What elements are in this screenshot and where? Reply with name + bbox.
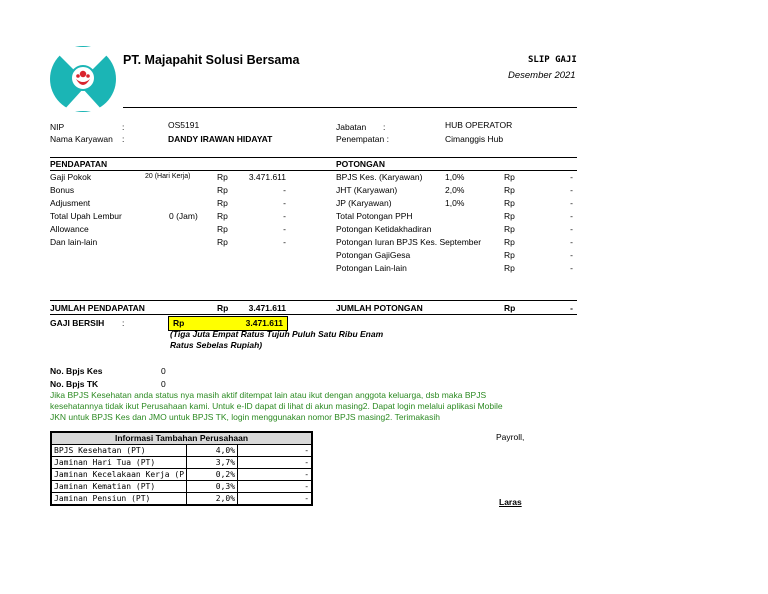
amount: - — [570, 211, 573, 221]
table-row — [51, 457, 312, 469]
bpjs-kes-label: No. Bpjs Kes — [50, 366, 103, 376]
currency: Rp — [504, 237, 515, 247]
name-separator: : — [122, 134, 125, 144]
table-cell-pct: 0,2% — [187, 469, 238, 481]
list-item: Allowance — [50, 224, 89, 234]
total-pendapatan-currency: Rp — [217, 303, 229, 313]
nip-separator: : — [122, 122, 125, 132]
bpjs-note-line-1: Jika BPJS Kesehatan anda status nya masih aktif ditempat lain atau ikut dengan anggota keluarga, dsb maka BPJS — [50, 390, 487, 400]
table-cell-pct: 0,3% — [187, 481, 238, 493]
amount: - — [283, 198, 286, 208]
amount: - — [283, 237, 286, 247]
amount: 3.471.611 — [248, 172, 286, 182]
nip-label: NIP — [50, 122, 65, 132]
list-item: Total Potongan PPH — [336, 211, 413, 221]
totals-bottom-line — [50, 314, 577, 315]
table-cell-value: - — [238, 481, 313, 493]
total-potongan-value: - — [570, 303, 573, 313]
table-cell-label: BPJS Kesehatan (PT) — [51, 445, 187, 457]
header-divider — [123, 107, 577, 108]
currency: Rp — [504, 185, 515, 195]
total-potongan-currency: Rp — [504, 303, 516, 313]
list-item: Potongan GajiGesa — [336, 250, 411, 260]
list-item: Total Upah Lembur — [50, 211, 122, 221]
amount: - — [570, 198, 573, 208]
currency: Rp — [504, 211, 515, 221]
net-salary-separator: : — [122, 318, 125, 328]
table-cell-label: Jaminan Hari Tua (PT) — [51, 457, 187, 469]
net-salary-label: GAJI BERSIH — [50, 318, 105, 328]
currency: Rp — [504, 172, 515, 182]
percentage: 1,0% — [445, 198, 465, 208]
table-cell-label: Jaminan Kematian (PT) — [51, 481, 187, 493]
bpjs-note-line-3: JKN untuk BPJS Kes dan JMO untuk BPJS TK, login menggunakan nomor BPJS masing2. Terimakasih — [50, 412, 440, 422]
amount: - — [570, 263, 573, 273]
currency: Rp — [504, 224, 515, 234]
section-header-line — [50, 170, 577, 171]
currency: Rp — [217, 211, 228, 221]
amount: - — [283, 211, 286, 221]
list-item: Gaji Pokok — [50, 172, 92, 182]
bpjs-tk-value: 0 — [161, 379, 166, 389]
total-potongan-label: JUMLAH POTONGAN — [336, 303, 423, 313]
amount: - — [570, 224, 573, 234]
pendapatan-title: PENDAPATAN — [50, 159, 108, 169]
amount: - — [570, 237, 573, 247]
list-item: JP (Karyawan) — [336, 198, 392, 208]
name-label: Nama Karyawan — [50, 134, 113, 144]
list-item: JHT (Karyawan) — [336, 185, 398, 195]
percentage: 1,0% — [445, 172, 465, 182]
table-cell-value: - — [238, 469, 313, 481]
employee-name: DANDY IRAWAN HIDAYAT — [168, 134, 273, 144]
work-days-note: 20 (Hari Kerja) — [145, 173, 191, 180]
table-title: Informasi Tambahan Perusahaan — [51, 432, 312, 445]
amount: - — [283, 224, 286, 234]
table-cell-label: Jaminan Kecelakaan Kerja (P — [51, 469, 187, 481]
currency: Rp — [504, 263, 515, 273]
list-item: Adjusment — [50, 198, 91, 208]
list-item: Dan lain-lain — [50, 237, 98, 247]
jabatan-value: HUB OPERATOR — [445, 120, 513, 130]
bpjs-kes-value: 0 — [161, 366, 166, 376]
net-salary-in-words: (Tiga Juta Empat Ratus Tujuh Puluh Satu Ribu Enam Ratus Sebelas Rupiah) — [170, 329, 384, 350]
company-contribution-table — [50, 431, 313, 506]
penempatan-label: Penempatan : — [336, 134, 389, 144]
table-cell-pct: 4,0% — [187, 445, 238, 457]
amount: - — [283, 185, 286, 195]
bpjs-note-line-2: kesehatannya tidak ikut Perusahaan kami. Untuk e-ID dapat di lihat di akun masing2. Dapat login melalui aplikasi Mobile — [50, 401, 503, 411]
jabatan-label: Jabatan — [336, 122, 367, 132]
currency: Rp — [217, 185, 228, 195]
list-item: Potongan Iuran BPJS Kes. September — [336, 237, 482, 247]
table-cell-pct: 2,0% — [187, 493, 238, 506]
amount: - — [570, 250, 573, 260]
net-salary-value: 3.471.611 — [245, 318, 283, 328]
bpjs-tk-label: No. Bpjs TK — [50, 379, 99, 389]
list-item: Potongan Ketidakhadiran — [336, 224, 432, 234]
overtime-hours-note: 0 (Jam) — [169, 211, 198, 221]
pay-period: Desember 2021 — [508, 70, 576, 81]
signature-role: Payroll, — [496, 432, 525, 442]
list-item: BPJS Kes. (Karyawan) — [336, 172, 423, 182]
currency: Rp — [217, 172, 228, 182]
currency: Rp — [217, 237, 228, 247]
total-pendapatan-label: JUMLAH PENDAPATAN — [50, 303, 145, 313]
currency: Rp — [217, 224, 228, 234]
signature-name: Laras — [499, 497, 522, 507]
penempatan-value: Cimanggis Hub — [445, 134, 504, 144]
currency: Rp — [504, 250, 515, 260]
totals-top-line — [50, 300, 577, 301]
table-cell-value: - — [238, 457, 313, 469]
table-row — [51, 493, 312, 506]
company-name: PT. Majapahit Solusi Bersama — [123, 53, 300, 67]
section-top-line — [50, 157, 577, 158]
table-cell-pct: 3,7% — [187, 457, 238, 469]
currency: Rp — [217, 198, 228, 208]
company-logo — [49, 45, 117, 113]
nip-value: OS5191 — [168, 120, 200, 130]
list-item: Potongan Lain-lain — [336, 263, 407, 273]
currency: Rp — [504, 198, 515, 208]
slip-title: SLIP GAJI — [528, 55, 577, 65]
table-cell-label: Jaminan Pensiun (PT) — [51, 493, 187, 506]
table-header-row — [51, 432, 312, 445]
jabatan-separator: : — [383, 122, 386, 132]
potongan-title: POTONGAN — [336, 159, 385, 169]
amount: - — [570, 172, 573, 182]
table-cell-value: - — [238, 493, 313, 506]
table-row — [51, 445, 312, 457]
percentage: 2,0% — [445, 185, 465, 195]
table-row — [51, 481, 312, 493]
table-row — [51, 469, 312, 481]
table-cell-value: - — [238, 445, 313, 457]
list-item: Bonus — [50, 185, 75, 195]
net-salary-currency: Rp — [173, 318, 185, 328]
amount: - — [570, 185, 573, 195]
total-pendapatan-value: 3.471.611 — [248, 303, 286, 313]
